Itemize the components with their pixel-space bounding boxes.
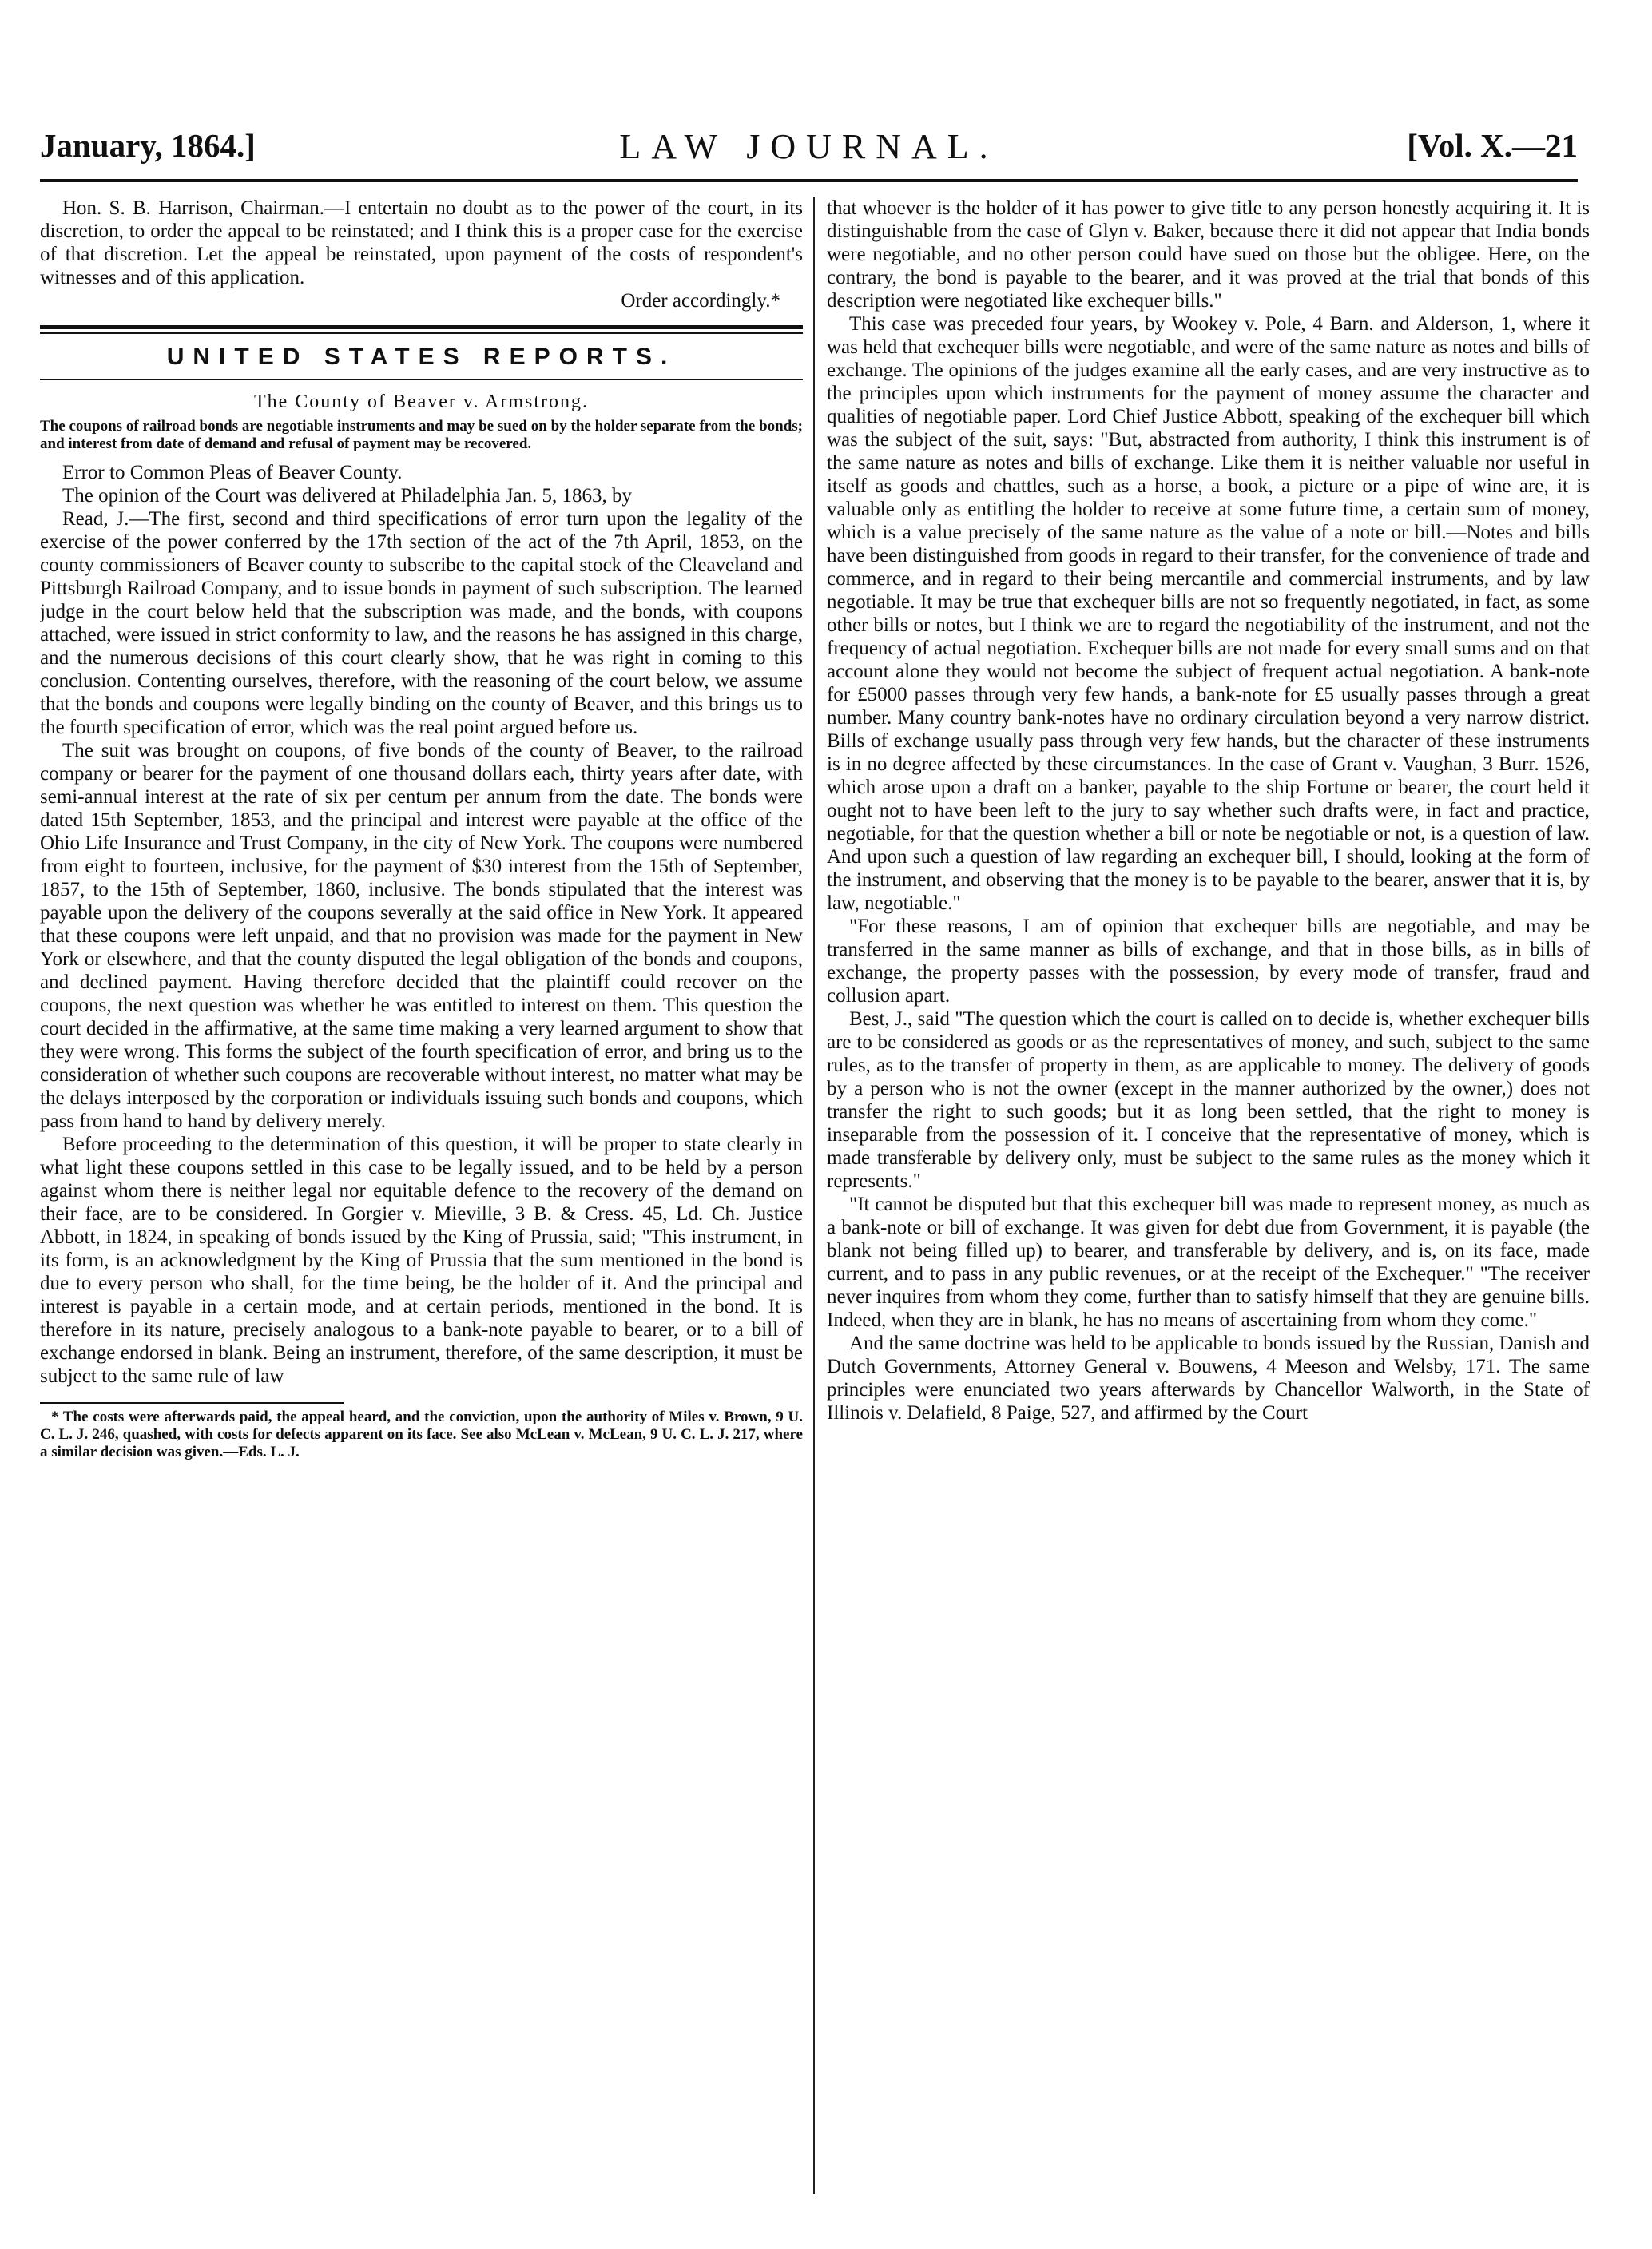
body-paragraph: Best, J., said "The question which the court is called on to decide is, whether exchequer bills are to be considered as goods or as the representatives of money, and such, subject to the same rules, as to the transfer of property in them, as are applicable to money. The delivery of goods by a person who is not the owner (except in the manner authorized by the owner,) does not transfer the right to such goods; but it as long been settled, that the right to money is inseparable from the possession of it. I conceive that the representative of money, which is made transferable by delivery only, must be subject to the same rules as the money which it represents." xyxy=(827,1008,1590,1192)
footnote: * The costs were afterwards paid, the appeal heard, and the conviction, upon the authority of Miles v. Brown, 9 U. C. L. J. 246, quashed, with costs for defects apparent on its face. See also McLean v. McLean, 9 U. C. L. J. 217, where a similar decision was given.—Eds. L. J. xyxy=(40,1409,803,1460)
section-title-rule xyxy=(40,379,803,380)
body-paragraph: Before proceeding to the determination of this question, it will be proper to state clearly in what light these coupons settled in this case to be legally issued, and to be held by a person against whom there is neither legal nor equitable defence to the recovery of the demand on their face, are to be considered. In Gorgier v. Mieville, 3 B. & Cress. 45, Ld. Ch. Justice Abbott, in 1824, in speaking of bonds issued by the King of Prussia, said; "This instrument, in its form, is an acknowledgment by the King of Prussia that the sum mentioned in the bond is due to every person who shall, for the time being, be the holder of it. And the principal and interest is payable in a certain mode, and at certain periods, mentioned in the bond. It is therefore in its nature, precisely analogous to a bank-note payable to bearer, or to a bill of exchange endorsed in blank. Being an instrument, therefore, of the same description, it must be subject to the same rule of law xyxy=(40,1134,803,1387)
section-title: UNITED STATES REPORTS. xyxy=(166,344,677,370)
header-date: January, 1864.] xyxy=(40,127,256,164)
page-header xyxy=(40,120,1578,176)
left-column xyxy=(40,197,803,2210)
body-paragraph: "It cannot be disputed but that this exchequer bill was made to represent money, as much as a bank-note or bill of exchange. It was given for debt due from Government, it is payable (the blank not being filled up) to bearer, and transferable by delivery, and is, on its face, made current, and to pass in any public revenues, or at the receipt of the Exchequer." "The receiver never inquires from whom they come, further than to satisfy himself that they are genuine bills. Indeed, when they are in blank, he has no means of ascertaining from whom they come." xyxy=(827,1194,1590,1331)
text-columns xyxy=(40,197,1590,2210)
body-paragraph: The suit was brought on coupons, of five bonds of the county of Beaver, to the railroad company or bearer for the payment of one thousand dollars each, thirty years after date, with semi-annual interest at the rate of six per centum per annum from the date. The bonds were dated 15th September, 1853, and the principal and interest were payable at the office of the Ohio Life Insurance and Trust Company, in the city of New York. The coupons were numbered from eight to fourteen, inclusive, for the payment of $30 interest from the 15th of September, 1857, to the 15th of September, 1860, inclusive. The bonds stipulated that the interest was payable upon the delivery of the coupons severally at the said office in New York. It appeared that these coupons were left unpaid, and that no provision was made for the payment in New York or elsewhere, and that the county disputed the legal obligation of the bonds and coupons, and declined payment. Having therefore decided that the plaintiff could recover on the coupons, the next question was whether he was entitled to interest on them. This question the court decided in the affirmative, at the same time making a very learned argument to show that they were wrong. This forms the subject of the fourth specification of error, and bring us to the consideration of whether such coupons are recoverable without interest, no matter what may be the delays interposed by the corporation or individuals issuing such bonds and coupons, which pass from hand to hand by delivery merely. xyxy=(40,740,803,1132)
right-column xyxy=(827,197,1590,2210)
body-paragraph: The opinion of the Court was delivered at Philadelphia Jan. 5, 1863, by xyxy=(62,485,633,507)
order-line: Order accordingly.* xyxy=(621,290,780,312)
page xyxy=(40,120,1590,1460)
body-paragraph: that whoever is the holder of it has power to give title to any person honestly acquiring it. It is distinguishable from the case of Glyn v. Baker, because there it did not appear that India bonds were negotiable, and no other person could have sued on those but the obligee. Here, on the contrary, the bond is payable to the bearer, and it was proved at the trial that bonds of this description were negotiated like exchequer bills." xyxy=(827,197,1590,312)
volume-page: [Vol. X.—21 xyxy=(1407,127,1578,164)
body-paragraph: Error to Common Pleas of Beaver County. xyxy=(62,462,403,483)
body-paragraph: Read, J.—The first, second and third specifications of error turn upon the legality of the exercise of the power conferred by the 17th section of the act of the 7th April, 1853, on the county commissioners of Beaver county to subscribe to the capital stock of the Cleaveland and Pittsburgh Railroad Company, and to issue bonds in payment of such subscription. The learned judge in the court below held that the subscription was made, and the bonds, with coupons attached, were issued in strict conformity to law, and the reasons he has assigned in this charge, and the numerous decisions of this court clearly show, that he was right in coming to this conclusion. Contenting ourselves, therefore, with the reasoning of the court below, we assume that the bonds and coupons were legally binding on the county of Beaver, and this brings us to the fourth specification of error, which was the real point argued before us. xyxy=(40,508,803,738)
body-paragraph: This case was preceded four years, by Wookey v. Pole, 4 Barn. and Alderson, 1, where it was held that exchequer bills were negotiable, and were of the same nature as notes and bills of exchange. The opinions of the judges examine all the early cases, and are very instructive as to the principles upon which instruments for the payment of money assume the character and qualities of negotiable paper. Lord Chief Justice Abbott, speaking of the exchequer bill which was the subject of the suit, says: "But, abstracted from authority, I think this instrument is of the same nature as notes and bills of exchange. Like them it is neither valuable nor useful in itself as goods and chattles, such as a horse, a book, a picture or a pipe of wine are, it is valuable only as entitling the holder to receive at some future time, a certain sum of money, which is a value precisely of the same nature as the value of a note or bill.—Notes and bills have been distinguished from goods in regard to their transfer, for the convenience of trade and commerce, and in regard to their being mercantile and commercial instruments, and by law negotiable. It may be true that exchequer bills are not so frequently negotiated, in fact, as some other bills or notes, but I think we are to regard the negotiability of the instrument, and not the frequency of actual negotiation. Exchequer bills are not made for every small sums and on that account alone they would not become the subject of frequent actual negotiation. A bank-note for £5000 passes through very few hands, a bank-note for £5 usually passes through a great number. Many country bank-notes have no ordinary circulation beyond a very narrow district. Bills of exchange usually pass through very few hands, but the character of these instruments is in no degree affected by these circumstances. In the case of Grant v. Vaughan, 3 Burr. 1526, which arose upon a draft on a banker, payable to the ship Fortune or bearer, the court held it ought not to have been left to the jury to say whether such drafts were, in fact and practice, negotiable, for that the question whether a bill or note be negotiable or not, is a question of law. And upon such a question of law regarding an exchequer bill, I should, looking at the form of the instrument, and observing that the money is to be payable to the bearer, answer that it is, by law, negotiable." xyxy=(827,313,1590,914)
headnote: The coupons of railroad bonds are negotiable instruments and may be sued on by the holder separate from the bonds; and interest from date of demand and refusal of payment may be recovered. xyxy=(40,418,803,452)
case-title: The County of Beaver v. Armstrong. xyxy=(253,391,590,412)
body-paragraph: And the same doctrine was held to be applicable to bonds issued by the Russian, Danish and Dutch Governments, Attorney General v. Bouwens, 4 Meeson and Welsby, 171. The same principles were enunciated two years afterwards by Chancellor Walworth, in the State of Illinois v. Delafield, 8 Paige, 527, and affirmed by the Court xyxy=(827,1333,1590,1424)
column-divider xyxy=(813,197,815,2194)
body-paragraph: "For these reasons, I am of opinion that exchequer bills are negotiable, and may be transferred in the same manner as bills of exchange, and that in those bills, as in bills of exchange, the property passes with the possession, by every mode of transfer, fraud and collusion apart. xyxy=(827,916,1590,1007)
footnote-rule xyxy=(40,1402,344,1404)
section-rule xyxy=(40,325,803,334)
header-rule xyxy=(40,179,1578,182)
journal-title: LAW JOURNAL. xyxy=(619,127,999,166)
opening-paragraph: Hon. S. B. Harrison, Chairman.—I entertain no doubt as to the power of the court, in its discretion, to order the appeal to be reinstated; and I think this is a proper case for the exercise of that discretion. Let the appeal be reinstated, upon payment of the costs of respondent's witnesses and of this application. xyxy=(40,197,803,288)
